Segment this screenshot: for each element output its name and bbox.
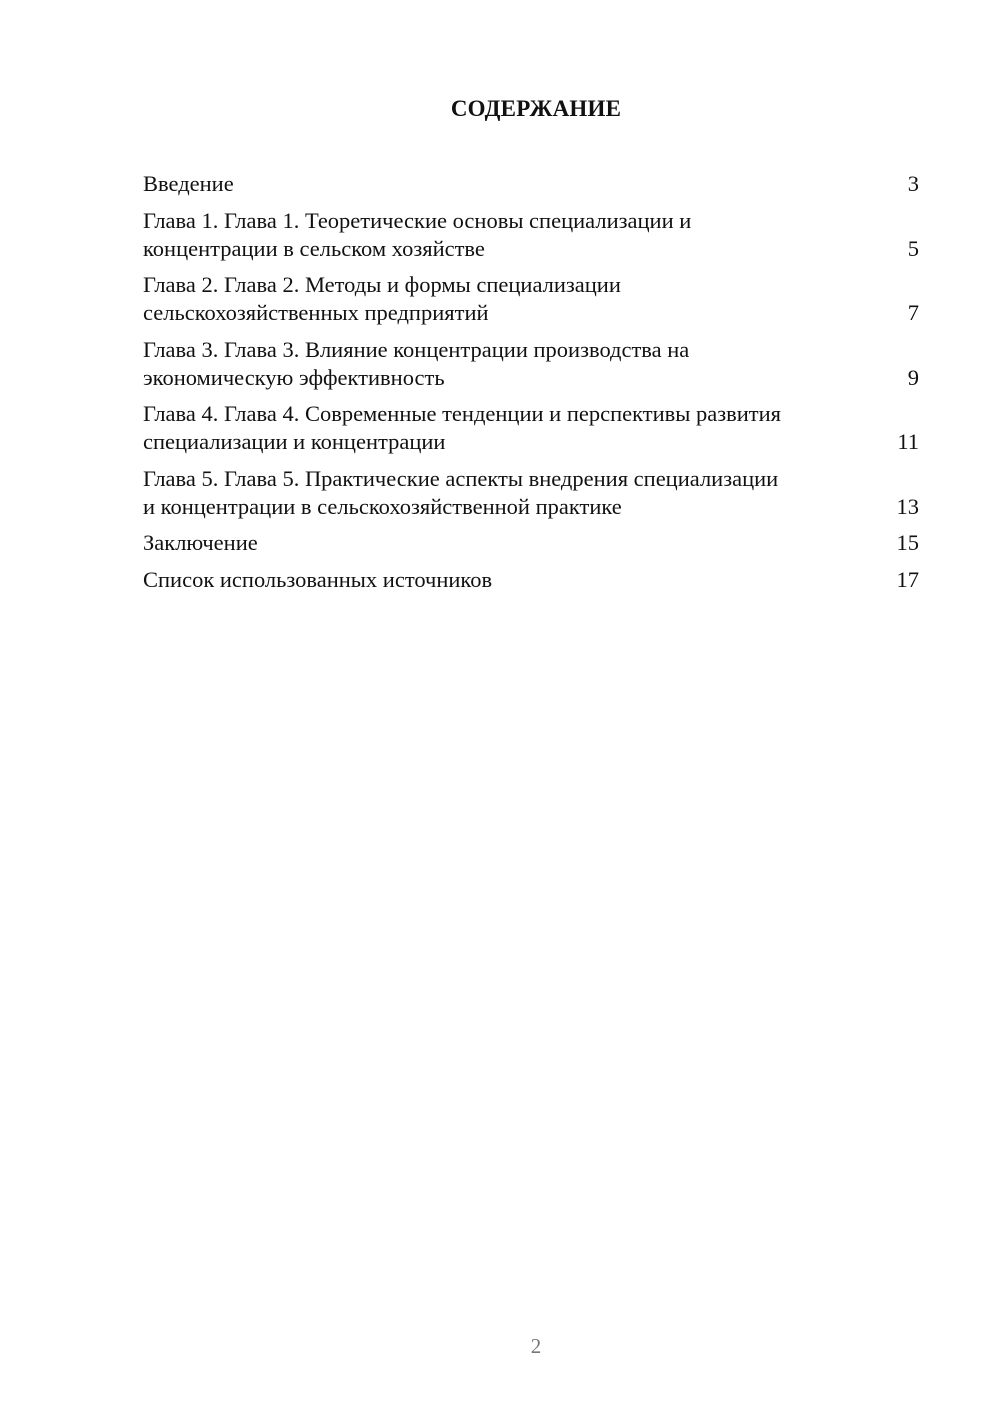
toc-entry-chapter-3[interactable]: [143, 336, 919, 392]
table-of-contents: [143, 170, 919, 602]
toc-title: СОДЕРЖАНИЕ: [450, 96, 622, 121]
toc-entry-page: 15: [896, 530, 919, 555]
toc-entry-text: Глава 2. Глава 2. Методы и формы специализации сельскохозяйственных предприятий: [143, 272, 621, 325]
page-number: 2: [530, 1334, 542, 1358]
toc-entry-text: Введение: [143, 171, 234, 196]
toc-entry-chapter-2[interactable]: [143, 271, 919, 327]
toc-entry-text: Глава 3. Глава 3. Влияние концентрации производства на экономическую эффективность: [143, 336, 690, 390]
toc-entry-text: Глава 4. Глава 4. Современные тенденции и перспективы развития специализации и концентрации: [143, 401, 782, 454]
toc-entry-chapter-4[interactable]: [143, 400, 919, 456]
toc-entry-text: Заключение: [143, 530, 258, 555]
toc-entry-page: 17: [896, 566, 919, 592]
toc-entry-page: 7: [907, 300, 919, 325]
toc-entry-page: 11: [897, 429, 919, 454]
toc-entry-text: Глава 1. Глава 1. Теоретические основы специализации и концентрации в сельском хозяйстве: [143, 207, 692, 261]
toc-entry-text: Глава 5. Глава 5. Практические аспекты внедрения специализации и концентрации в сельскохозяйственной практике: [143, 465, 779, 519]
toc-entry-conclusion[interactable]: [143, 529, 919, 557]
toc-entry-introduction[interactable]: [143, 170, 919, 198]
toc-entry-page: 3: [907, 171, 919, 196]
toc-entry-chapter-1[interactable]: [143, 207, 919, 263]
toc-entry-page: 5: [907, 235, 919, 261]
toc-entry-page: 9: [907, 364, 919, 390]
toc-entry-text: Список использованных источников: [143, 566, 493, 592]
toc-entry-references[interactable]: [143, 566, 919, 594]
toc-entry-chapter-5[interactable]: [143, 465, 919, 521]
toc-entry-page: 13: [896, 493, 919, 519]
